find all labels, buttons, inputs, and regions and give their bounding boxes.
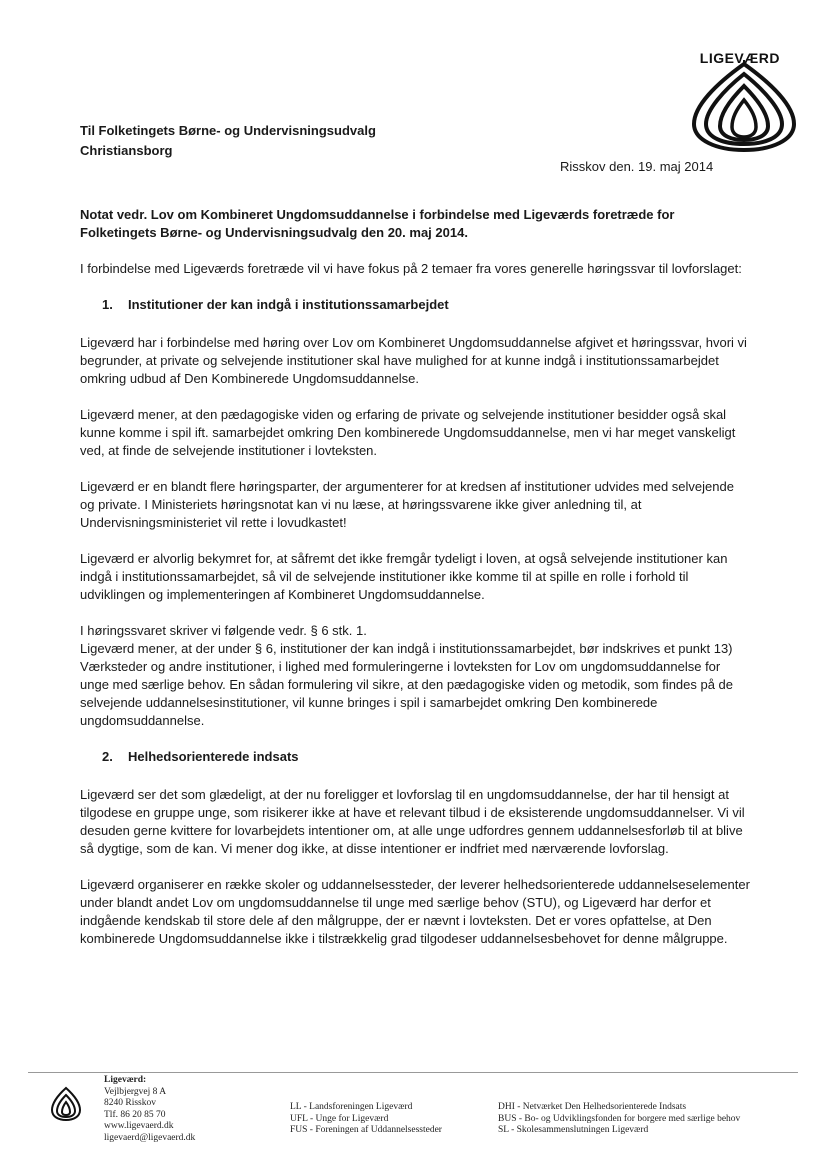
paragraph: Ligeværd mener, at der under § 6, institutioner der kan indgå i institutionssamarbejdet, bør indskrives et punkt 13) Værksteder og andre institutioner, i lighed med formuleringerne i lovteksten for Lov om ungdomsuddannelse for unge med særlige behov. En sådan formulering vil sikre, at den pædagogiske viden og metodik, som findes på de selvejende uddannelsesinstitutioner, vil kunne bringes i spil i samarbejdet omkring Den kombinerede ungdomsuddannelse. [80,641,734,728]
footer-org-item: SL - Skolesammenslutningen Ligeværd [498,1125,649,1135]
footer-org-item: BUS - Bo- og Udviklingsfonden for borgere med særlige behov [498,1113,741,1124]
paragraph: Ligeværd organiserer en række skoler og uddannelsessteder, der leverer helhedsorienterede uddannelseselementer under blandt andet Lov om ungdomsuddannelse til unge med særlige behov (STU), og Ligeværd har derfor et indgående kendskab til store dele af den målgruppe, der er nævnt i lovteksten. Det er vores opfattelse, at Den kombinerede Ungdomsuddannelse ikke i tilstrækkelig grad tilgodeser uddannelsesbehovet for denne målgruppe. [80,877,750,946]
paragraph: Ligeværd har i forbindelse med høring over Lov om Kombineret Ungdomsuddannelse afgivet et høringssvar, hvori vi begrunder, at private og selvejende institutioner skal have mulighed for at kunne indgå i institutionssamarbejdet omkring udbud af Den Kombinerede Ungdomsuddannelse. [80,335,747,386]
footer-address-line: Vejlbjergvej 8 A [104,1086,167,1097]
section-heading [80,296,752,314]
paragraph: Ligeværd ser det som glædeligt, at der nu foreligger et lovforslag til en ungdomsuddannelse, der har til hensigt at tilgodese en gruppe unge, som risikerer ikke at have et relevant tilbud i de eksisterende ungdomsuddannelser. Vi vil desuden gerne kvittere for lovarbejdets intentioner om, at alle unge udfordres gennem uddannelsesforløb til at blive så dygtige, som de kan. Vi mener dog ikke, at disse intentioner er indfriet med nærværende lovforslag. [80,787,745,856]
document-heading: Notat vedr. Lov om Kombineret Ungdomsuddannelse i forbindelse med Ligeværds foretræde for Folketingets Børne- og Undervisningsudvalg den 20. maj 2014. [80,207,675,240]
paragraph: Ligeværd mener, at den pædagogiske viden og erfaring de private og selvejende institutioner besidder også skal kunne komme i spil ift. samarbejdet omkring Den kombinerede Ungdomsuddannelse, men vi har meget vanskeligt ved, at finde de selvejende institutioner i lovteksten. [80,407,736,458]
ligevaerd-logo [686,40,798,150]
footer-phone: Tlf. 86 20 85 70 [104,1109,166,1120]
footer-email-link[interactable]: ligevaerd@ligevaerd.dk [104,1132,196,1143]
footer-logo-icon [50,1086,82,1122]
footer-divider [28,1072,798,1073]
logo-wordmark: LIGEVÆRD [699,50,780,66]
section-number: 1. [102,297,113,312]
footer-organizations-mid [290,1102,442,1137]
section-number: 2. [102,749,113,764]
paragraph: I høringssvaret skriver vi følgende vedr. § 6 stk. 1. [80,623,367,638]
footer-org-item: LL - Landsforeningen Ligeværd [290,1102,413,1112]
addressee-block [80,121,376,161]
section-title: Helhedsorienterede indsats [128,749,299,764]
addressee-line: Til Folketingets Børne- og Undervisningsudvalg [80,123,376,138]
intro-paragraph: I forbindelse med Ligeværds foretræde vil vi have fokus på 2 temaer fra vores generelle høringssvar til lovforslaget: [80,261,742,276]
paragraph: Ligeværd er en blandt flere høringsparter, der argumenterer for at kredsen af institutioner udvides med selvejende og private. I Ministeriets høringsnotat kan vi nu læse, at høringssvarene ikke giver anledning til, at Undervisningsministeriet vil rette i lovudkastet! [80,479,734,530]
section-title: Institutioner der kan indgå i institutionssamarbejdet [128,297,449,312]
footer-organizations-right [498,1102,740,1137]
footer-website-link[interactable]: www.ligevaerd.dk [104,1121,174,1131]
footer-address-line: 8240 Risskov [104,1098,156,1108]
letter-body [80,206,752,966]
footer-org-item: FUS - Foreningen af Uddannelsessteder [290,1125,442,1135]
ligevaerd-flame-icon [686,60,798,152]
section-heading [80,748,752,766]
footer-org-item: UFL - Unge for Ligeværd [290,1113,389,1124]
footer-address [104,1075,195,1144]
footer-org-item: DHI - Netværket Den Helhedsorienterede Indsats [498,1102,687,1112]
footer-org-label: Ligeværd: [104,1075,147,1085]
addressee-line: Christiansborg [80,143,173,158]
paragraph: Ligeværd er alvorlig bekymret for, at såfremt det ikke fremgår tydeligt i loven, at også selvejende institutioner kan indgå i institutionssamarbejdet, så vil de selvejende institutioner ikke komme til at spille en rolle i forhold til udviklingen og implementeringen af Kombineret Ungdomsuddannelse. [80,551,728,602]
dateline: Risskov den. 19. maj 2014 [560,159,714,174]
